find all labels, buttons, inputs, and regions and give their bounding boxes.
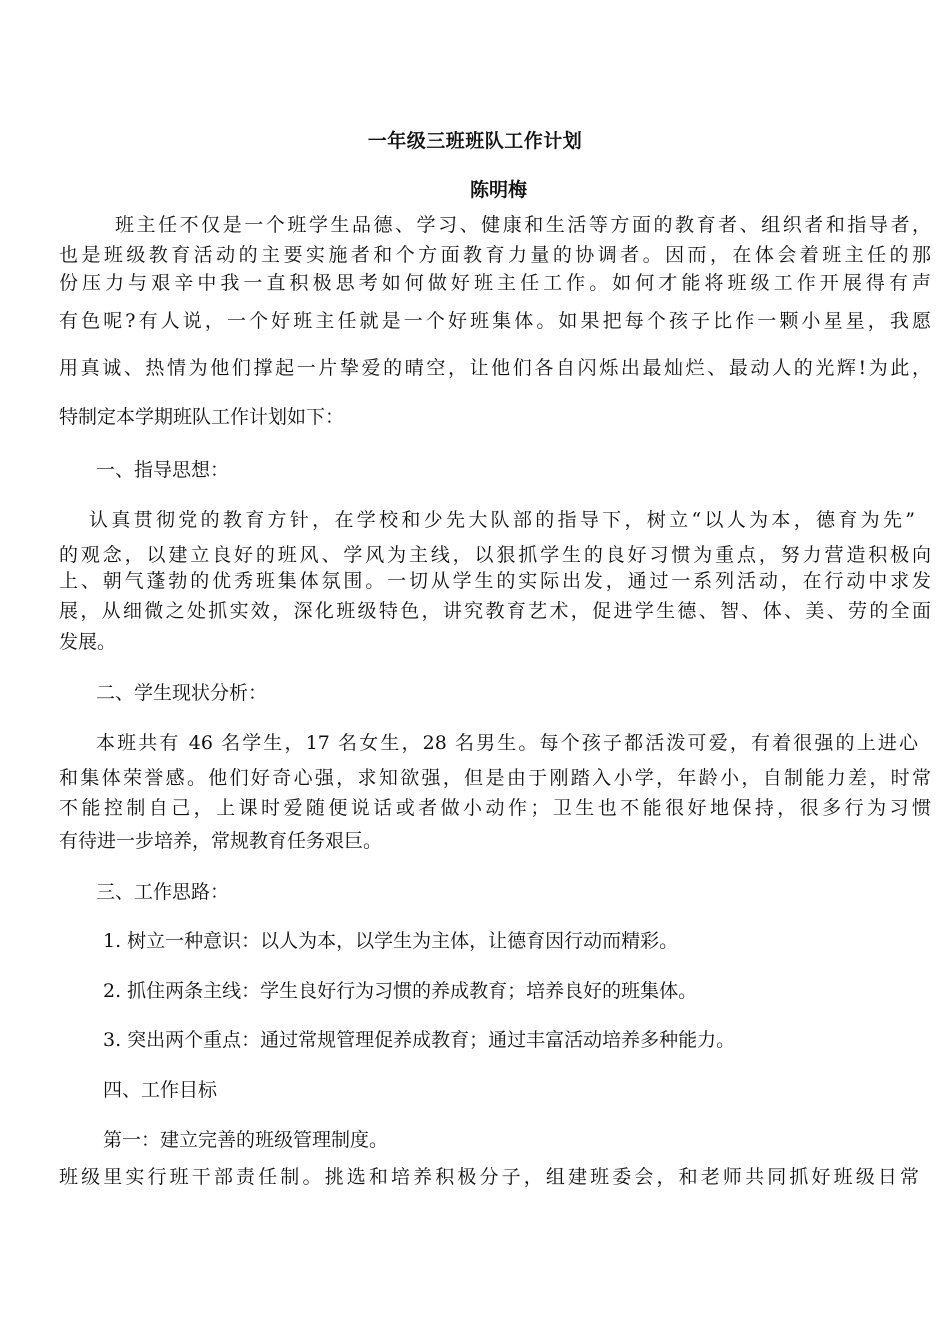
paragraph-line: 发展。: [59, 631, 117, 653]
document-author: 陈明梅: [470, 179, 528, 201]
paragraph-line: 展，从细微之处抓实效，深化班级特色，讲究教育艺术，促进学生德、智、体、美、劳的全面: [59, 600, 931, 622]
document-title: 一年级三班班队工作计划: [367, 130, 583, 152]
paragraph-line: 本班共有 46 名学生，17 名女生，28 名男生。每个孩子都活泼可爱，有着很强的上进心: [96, 732, 918, 754]
paragraph-line: 和集体荣誉感。他们好奇心强，求知欲强，但是由于刚踏入小学，年龄小，自制能力差，时常: [59, 767, 931, 789]
list-item: 2. 抓住两条主线：学生良好行为习惯的养成教育；培养良好的班集体。: [103, 980, 698, 1002]
section-heading: 二、学生现状分析：: [96, 682, 268, 704]
paragraph-line: 不能控制自己，上课时爱随便说话或者做小动作；卫生也不能很好地保持，很多行为习惯: [59, 797, 931, 819]
list-item: 3. 突出两个重点：通过常规管理促养成教育；通过丰富活动培养多种能力。: [103, 1029, 736, 1051]
paragraph-line: 班级里实行班干部责任制。挑选和培养积极分子，组建班委会，和老师共同抓好班级日常: [59, 1166, 919, 1188]
list-item: 1. 树立一种意识：以人为本，以学生为主体，让德育因行动而精彩。: [103, 930, 679, 952]
subsection-heading: 第一：建立完善的班级管理制度。: [103, 1129, 389, 1151]
paragraph-line: 也是班级教育活动的主要实施者和个方面教育力量的协调者。因而，在体会着班主任的那: [59, 244, 931, 266]
paragraph-line: 用真诚、热情为他们撑起一片挚爱的晴空，让他们各自闪烁出最灿烂、最动人的光辉!为此，: [59, 357, 931, 379]
paragraph-line: 份压力与艰辛中我一直积极思考如何做好班主任工作。如何才能将班级工作开展得有声: [59, 272, 931, 294]
paragraph-line: 认真贯彻党的教育方针，在学校和少先大队部的指导下，树立“以人为本，德育为先”: [89, 509, 915, 531]
section-heading: 三、工作思路：: [96, 881, 230, 903]
paragraph-line: 上、朝气蓬勃的优秀班集体氛围。一切从学生的实际出发，通过一系列活动，在行动中求发: [59, 570, 931, 592]
section-heading: 四、工作目标: [103, 1079, 218, 1101]
paragraph-line: 的观念，以建立良好的班风、学风为主线，以狠抓学生的良好习惯为重点，努力营造积极向: [59, 544, 931, 566]
section-heading: 一、指导思想：: [96, 459, 230, 481]
paragraph-line: 特制定本学期班队工作计划如下：: [59, 406, 345, 428]
paragraph-line: 有色呢?有人说，一个好班主任就是一个好班集体。如果把每个孩子比作一颗小星星，我愿: [59, 310, 931, 332]
paragraph-line: 有待进一步培养，常规教育任务艰巨。: [59, 830, 383, 852]
paragraph-line: 班主任不仅是一个班学生品德、学习、健康和生活等方面的教育者、组织者和指导者，: [115, 214, 931, 236]
